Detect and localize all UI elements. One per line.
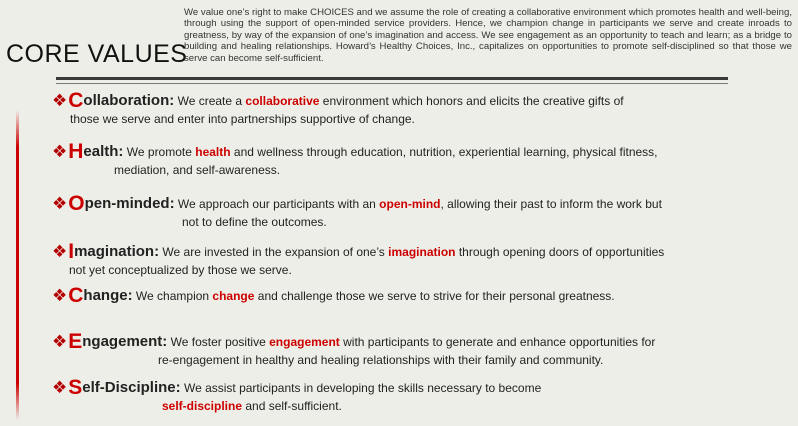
diamond-bullet-icon: ❖ [52,332,68,351]
value-keyword: imagination [388,245,456,259]
value-continuation: re-engagement in healthy and healing relationships with their family and community. [158,353,604,367]
value-collaboration [52,89,624,128]
value-imagination [52,240,665,279]
value-continuation: mediation, and self-awareness. [114,163,281,177]
value-initial: C [68,284,84,307]
diamond-bullet-icon: ❖ [52,91,68,110]
value-name: ollaboration: [83,92,175,109]
intro-paragraph: We value one’s right to make CHOICES and we assume the role of creating a collaborative environment which promotes health and well-being, through using the support of open-minded service providers. Hence, we champion change in participants we serve and create inroads to greatness, by way of the expansion of one’s imagination and access. We see engagement as an opportunity to teach and learn; as a bridge to building and healing relationships. Howard’s Healthy Choices, Inc., capitalizes on opportunities to promote self-disciplined so that those we serve can become self-sufficient. [184,7,792,64]
value-keyword: open-mind [379,197,441,211]
value-keyword: collaborative [245,94,320,108]
value-self-discipline [52,376,542,415]
value-keyword: health [195,145,231,159]
value-keyword: engagement [269,335,340,349]
value-text: and wellness through education, nutrition, experiential learning, physical fitness, [230,145,658,159]
value-continuation: not to define the outcomes. [182,215,327,229]
diamond-bullet-icon: ❖ [52,286,68,305]
value-name: magination: [74,243,160,260]
value-name: elf-Discipline: [82,379,181,396]
diamond-bullet-icon: ❖ [52,242,68,261]
value-initial: H [68,140,84,163]
value-text: We promote [123,145,196,159]
value-text: and challenge those we serve to strive for their personal greatness. [254,289,615,303]
diamond-bullet-icon: ❖ [52,142,68,161]
value-name: ngagement: [82,333,168,350]
value-continuation: not yet conceptualized by those we serve. [69,263,292,277]
value-initial: I [68,240,75,263]
value-initial: C [68,89,84,112]
value-text: with participants to generate and enhance opportunities for [339,335,656,349]
diamond-bullet-icon: ❖ [52,194,68,213]
value-initial: E [68,330,83,353]
divider-thick [56,77,728,80]
value-text: We assist participants in developing the skills necessary to become [180,381,542,395]
divider-thin [56,83,728,84]
value-initial: S [68,376,83,399]
value-name: hange: [83,287,133,304]
value-text: We create a [174,94,246,108]
value-text: We champion [132,289,213,303]
value-text: We approach our participants with an [174,197,380,211]
value-keyword: self-discipline [162,399,243,413]
value-continuation: and self-sufficient. [242,399,342,413]
value-engagement [52,330,656,369]
value-name: pen-minded: [84,195,175,212]
diamond-bullet-icon: ❖ [52,378,68,397]
value-text: through opening doors of opportunities [455,245,665,259]
value-keyword: change [212,289,255,303]
value-continuation: those we serve and enter into partnerships supportive of change. [70,112,415,126]
value-text: environment which honors and elicits the creative gifts of [319,94,624,108]
side-accent-bar [16,110,19,420]
value-text: We are invested in the expansion of one’s [159,245,389,259]
value-text: , allowing their past to inform the work but [440,197,662,211]
value-text: We foster positive [167,335,270,349]
value-change [52,284,615,307]
value-initial: O [68,192,85,215]
page-title: CORE VALUES [6,40,188,68]
value-open-minded [52,192,662,231]
value-name: ealth: [83,143,124,160]
value-health [52,140,658,179]
